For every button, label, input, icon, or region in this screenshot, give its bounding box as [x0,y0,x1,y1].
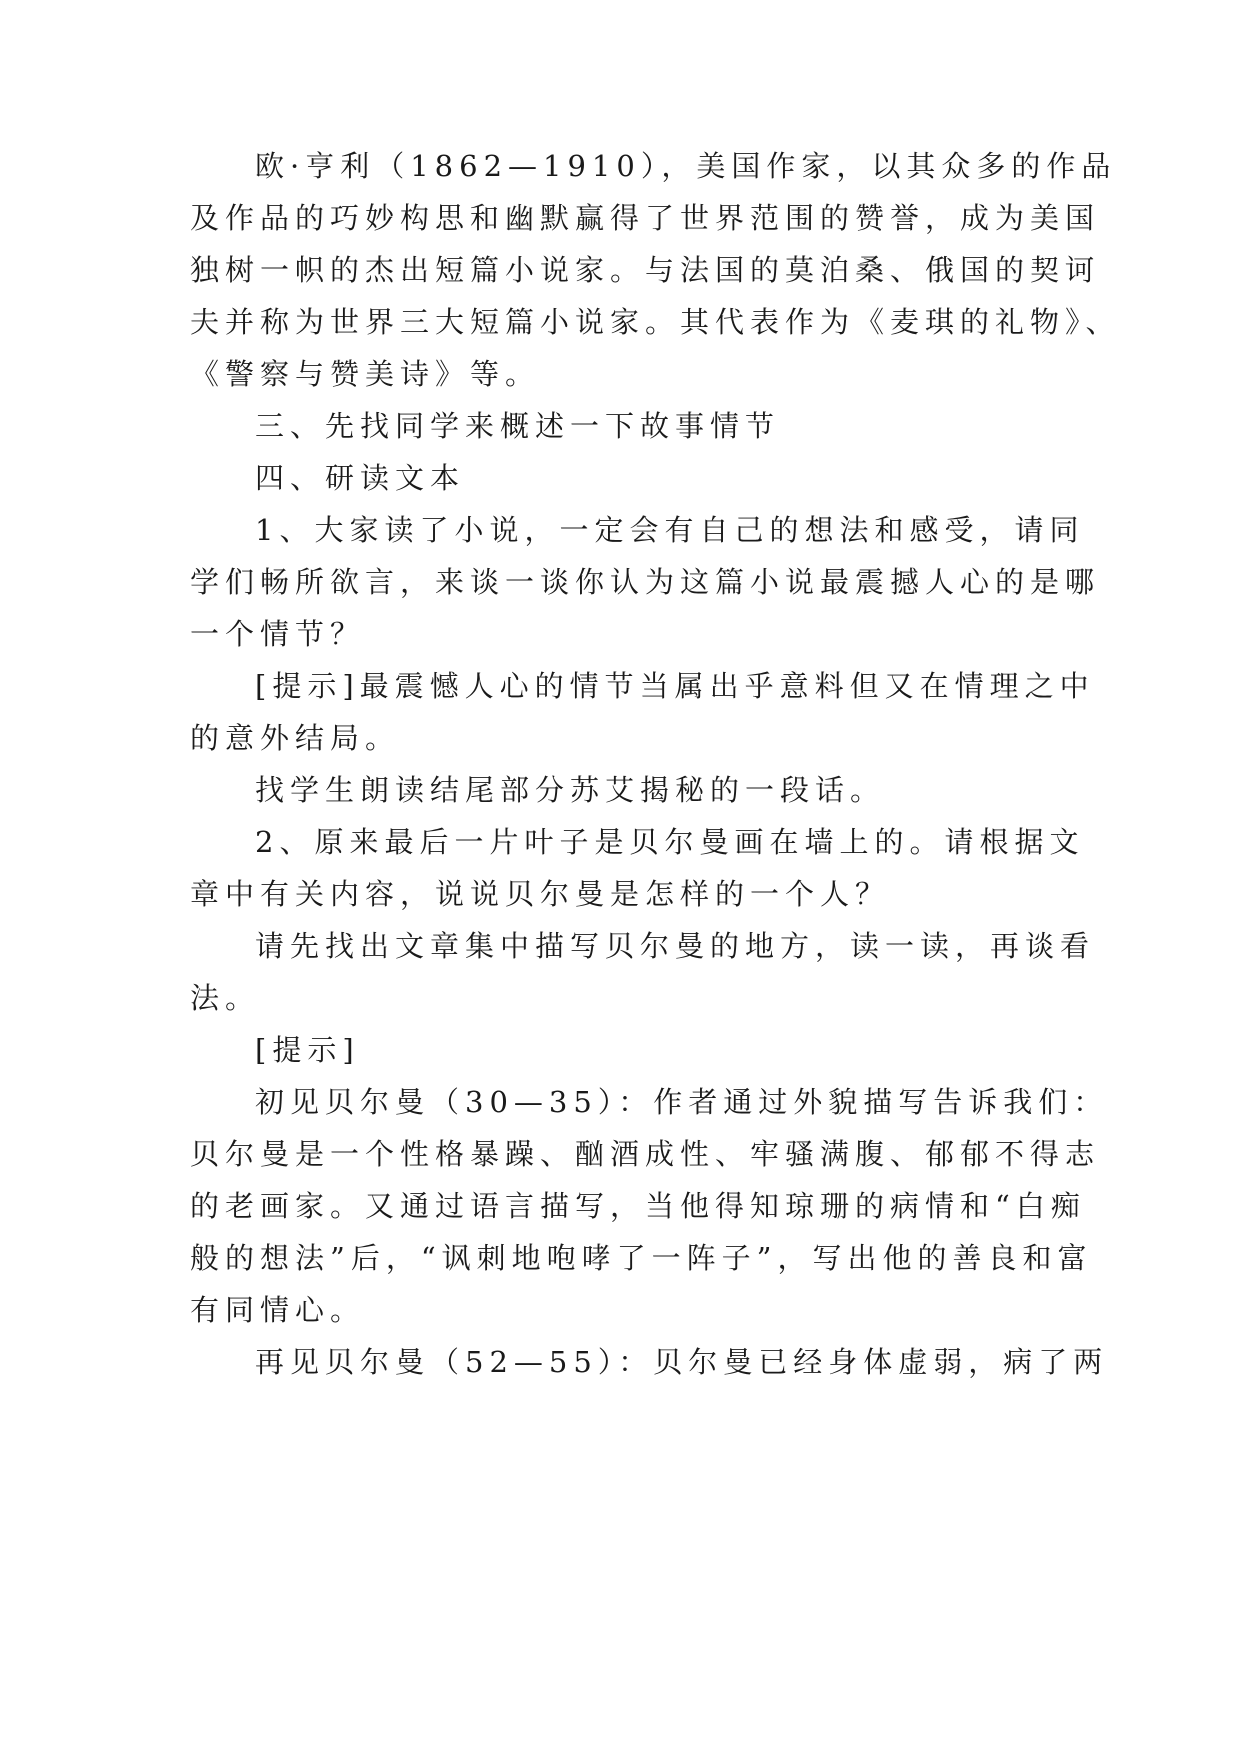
paragraph-line: 及作品的巧妙构思和幽默赢得了世界范围的赞誉，成为美国 [190,201,1101,235]
paragraph-line: 《警察与赞美诗》等。 [190,357,541,391]
paragraph-line: 1、大家读了小说，一定会有自己的想法和感受，请同 [255,513,1085,547]
section-heading: 四、研读文本 [255,461,466,495]
paragraph-line: 章中有关内容，说说贝尔曼是怎样的一个人？ [190,877,891,911]
paragraph-line: 再见贝尔曼（52—55）：贝尔曼已经身体虚弱，病了两 [255,1345,1109,1379]
paragraph-line: 欧·亨利（1862—1910），美国作家，以其众多的作品 [255,149,1117,183]
paragraph-line: 贝尔曼是一个性格暴躁、酗酒成性、牢骚满腹、郁郁不得志 [190,1137,1101,1171]
paragraph-line: 的意外结局。 [190,721,401,755]
paragraph-line: 有同情心。 [190,1293,366,1327]
paragraph-line: 一个情节？ [190,617,366,651]
paragraph-line: 学们畅所欲言，来谈一谈你认为这篇小说最震撼人心的是哪 [190,565,1101,599]
paragraph-line: 初见贝尔曼（30—35）：作者通过外貌描写告诉我们： [255,1085,1109,1119]
paragraph-line: 法。 [190,981,261,1015]
paragraph-line: 独树一帜的杰出短篇小说家。与法国的莫泊桑、俄国的契诃 [190,253,1101,287]
paragraph-line: 请先找出文章集中描写贝尔曼的地方，读一读，再谈看 [255,929,1096,963]
section-heading: 三、先找同学来概述一下故事情节 [255,409,781,443]
paragraph-line: 般的想法”后，“讽刺地咆哮了一阵子”，写出他的善良和富 [190,1241,1093,1275]
paragraph-line: 的老画家。又通过语言描写，当他得知琼珊的病情和“白痴 [190,1189,1086,1223]
paragraph-line: [提示] [255,1033,360,1067]
paragraph-line: [提示]最震憾人心的情节当属出乎意料但又在情理之中 [255,669,1095,703]
paragraph-line: 夫并称为世界三大短篇小说家。其代表作为《麦琪的礼物》、 [190,305,1121,339]
paragraph-line: 找学生朗读结尾部分苏艾揭秘的一段话。 [255,773,886,807]
paragraph-line: 2、原来最后一片叶子是贝尔曼画在墙上的。请根据文 [255,825,1085,859]
